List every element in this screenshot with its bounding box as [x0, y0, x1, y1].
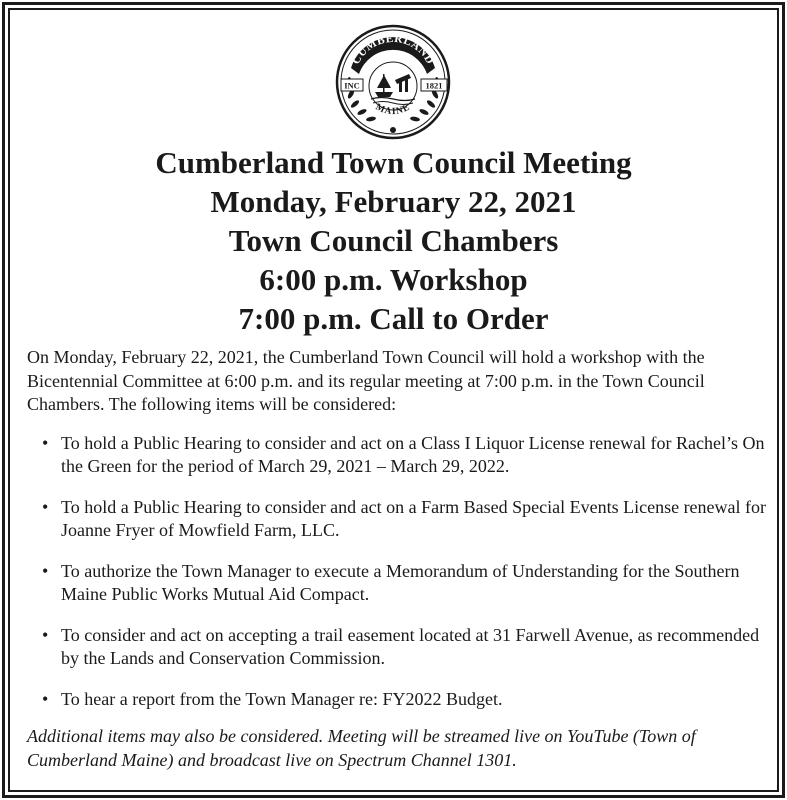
agenda-item [27, 560, 767, 607]
meeting-headings [0, 143, 787, 338]
seal-state-text: MAINE [373, 102, 413, 118]
agenda-item-text: To hear a report from the Town Manager re: FY2022 Budget. [61, 688, 503, 709]
meeting-date: Monday, February 22, 2021 [210, 184, 577, 219]
bullet-icon: • [42, 624, 49, 645]
intro-text: On Monday, February 22, 2021, the Cumberland Town Council will hold a workshop with the Bicentennial Committee at 6:00 p.m. and its regular meeting at 7:00 p.m. in the Town Council Chambers. The following items will be considered: [27, 347, 705, 414]
agenda-item [27, 432, 767, 479]
agenda-item-text: To hold a Public Hearing to consider and act on a Farm Based Special Events License renewal for Joanne Fryer of Mowfield Farm, LLC. [61, 496, 767, 540]
agenda-item [27, 496, 767, 543]
call-to-order-time: 7:00 p.m. Call to Order [238, 301, 549, 336]
town-seal-graphic [333, 22, 453, 142]
seal-inc-label: INC [344, 80, 360, 91]
bullet-icon: • [42, 432, 49, 453]
notice-body [27, 346, 767, 728]
bullet-icon: • [42, 560, 49, 581]
agenda-item [27, 624, 767, 671]
agenda-item-text: To consider and act on accepting a trail easement located at 31 Farwell Avenue, as recommended by the Lands and Conservation Commission. [61, 624, 760, 668]
footer-note: Additional items may also be considered. Meeting will be streamed live on YouTube (Town of Cumberland Maine) and broadcast live on Spectrum Channel 1301. [27, 726, 696, 770]
agenda-item-text: To hold a Public Hearing to consider and act on a Class I Liquor License renewal for Rachel’s On the Green for the period of March 29, 2021 – March 29, 2022. [61, 432, 765, 476]
workshop-time: 6:00 p.m. Workshop [259, 262, 528, 297]
seal-year-label: 1821 [425, 80, 443, 91]
meeting-title: Cumberland Town Council Meeting [155, 145, 632, 180]
bullet-icon: • [42, 496, 49, 517]
agenda-item [27, 688, 767, 712]
bullet-icon: • [42, 688, 49, 709]
meeting-location: Town Council Chambers [228, 223, 559, 258]
town-seal [333, 22, 453, 142]
agenda-item-text: To authorize the Town Manager to execute a Memorandum of Understanding for the Southern Maine Public Works Mutual Aid Compact. [61, 560, 740, 604]
agenda-list [27, 432, 767, 712]
seal-name-text: CUMBERLAND [349, 32, 437, 67]
intro-paragraph [27, 346, 767, 417]
